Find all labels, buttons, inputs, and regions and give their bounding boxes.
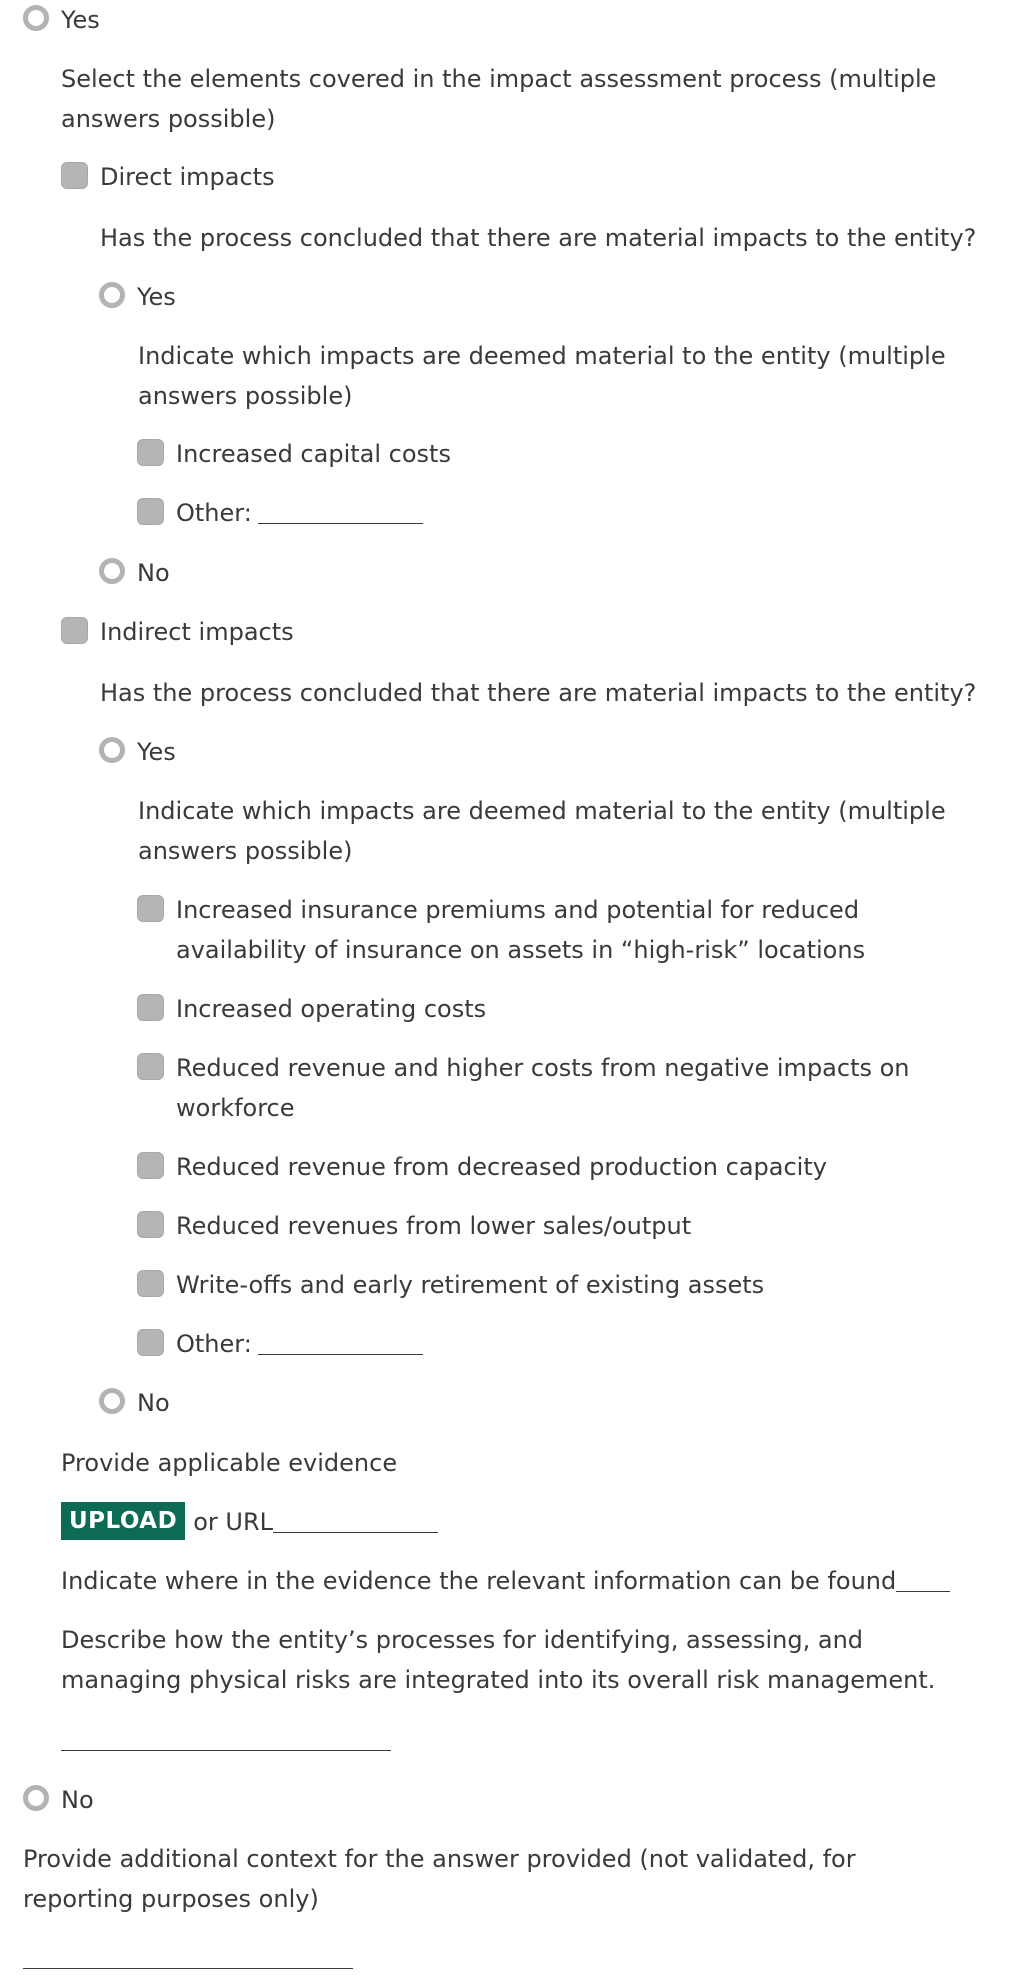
workforce-checkbox[interactable] <box>137 1053 164 1080</box>
context-input[interactable] <box>23 1968 353 1969</box>
indirect-no-radio[interactable] <box>99 1388 125 1414</box>
sales-label: Reduced revenues from lower sales/output <box>176 1212 692 1240</box>
describe-input[interactable] <box>61 1750 391 1751</box>
indirect-other-input[interactable] <box>258 1324 423 1355</box>
where-input[interactable] <box>896 1561 950 1592</box>
sales-checkbox[interactable] <box>137 1211 164 1238</box>
direct-other-checkbox[interactable] <box>137 498 164 525</box>
direct-indicate-prompt: Indicate which impacts are deemed material to the entity (multiple answers possible) <box>138 342 946 410</box>
indirect-yes-option[interactable] <box>99 732 176 772</box>
evidence-where-row <box>61 1561 950 1601</box>
direct-option-other[interactable] <box>137 493 423 533</box>
insurance-label: Increased insurance premiums and potential for reduced availability of insurance on assets in “high-risk” locations <box>176 896 866 964</box>
indirect-impacts-label: Indirect impacts <box>100 618 294 646</box>
direct-other-input[interactable] <box>258 493 423 524</box>
no-label-top: No <box>61 1786 94 1814</box>
direct-no-label: No <box>137 559 170 587</box>
direct-other-label: Other: <box>176 499 252 527</box>
direct-impacts-option[interactable] <box>61 157 275 197</box>
indirect-other-checkbox[interactable] <box>137 1329 164 1356</box>
indirect-indicate-prompt: Indicate which impacts are deemed material to the entity (multiple answers possible) <box>138 797 946 865</box>
direct-concluded-prompt: Has the process concluded that there are material impacts to the entity? <box>100 224 977 252</box>
direct-option-capital-costs[interactable] <box>137 434 451 474</box>
indirect-option-workforce[interactable] <box>137 1048 917 1128</box>
writeoffs-checkbox[interactable] <box>137 1270 164 1297</box>
elements-prompt: Select the elements covered in the impact assessment process (multiple answers possible) <box>61 65 937 133</box>
indirect-other-label: Other: <box>176 1330 252 1358</box>
writeoffs-label: Write-offs and early retirement of existing assets <box>176 1271 765 1299</box>
operating-costs-checkbox[interactable] <box>137 994 164 1021</box>
production-checkbox[interactable] <box>137 1152 164 1179</box>
indirect-option-writeoffs[interactable] <box>137 1265 764 1305</box>
operating-costs-label: Increased operating costs <box>176 995 487 1023</box>
yes-option-top[interactable] <box>23 0 100 40</box>
evidence-prompt: Provide applicable evidence <box>61 1449 398 1477</box>
direct-impacts-label: Direct impacts <box>100 163 275 191</box>
direct-yes-radio[interactable] <box>99 282 125 308</box>
direct-no-radio[interactable] <box>99 558 125 584</box>
direct-yes-option[interactable] <box>99 277 176 317</box>
yes-radio-top[interactable] <box>23 5 49 31</box>
no-option-top[interactable] <box>23 1780 94 1820</box>
context-prompt: Provide additional context for the answer provided (not validated, for reporting purposes only) <box>23 1845 856 1913</box>
evidence-upload-row <box>61 1502 438 1542</box>
workforce-label: Reduced revenue and higher costs from negative impacts on workforce <box>176 1054 910 1122</box>
insurance-checkbox[interactable] <box>137 895 164 922</box>
url-input[interactable] <box>273 1502 438 1533</box>
where-prompt: Indicate where in the evidence the relevant information can be found <box>61 1567 897 1595</box>
indirect-option-production[interactable] <box>137 1147 827 1187</box>
indirect-option-sales[interactable] <box>137 1206 691 1246</box>
production-label: Reduced revenue from decreased production capacity <box>176 1153 827 1181</box>
indirect-option-insurance[interactable] <box>137 890 967 970</box>
capital-costs-label: Increased capital costs <box>176 440 451 468</box>
describe-prompt: Describe how the entity’s processes for identifying, assessing, and managing physical risks are integrated into its overall risk management. <box>61 1626 936 1694</box>
indirect-concluded-prompt: Has the process concluded that there are material impacts to the entity? <box>100 679 977 707</box>
direct-impacts-checkbox[interactable] <box>61 162 88 189</box>
indirect-no-option[interactable] <box>99 1383 170 1423</box>
direct-yes-label: Yes <box>137 283 176 311</box>
indirect-no-label: No <box>137 1389 170 1417</box>
indirect-option-other[interactable] <box>137 1324 423 1364</box>
capital-costs-checkbox[interactable] <box>137 439 164 466</box>
indirect-option-operating-costs[interactable] <box>137 989 486 1029</box>
direct-no-option[interactable] <box>99 553 170 593</box>
yes-label-top: Yes <box>61 6 100 34</box>
upload-button[interactable]: UPLOAD <box>61 1502 185 1540</box>
no-radio-top[interactable] <box>23 1785 49 1811</box>
indirect-yes-label: Yes <box>137 738 176 766</box>
indirect-impacts-option[interactable] <box>61 612 294 652</box>
indirect-impacts-checkbox[interactable] <box>61 617 88 644</box>
indirect-yes-radio[interactable] <box>99 737 125 763</box>
url-label: or URL <box>193 1508 273 1536</box>
